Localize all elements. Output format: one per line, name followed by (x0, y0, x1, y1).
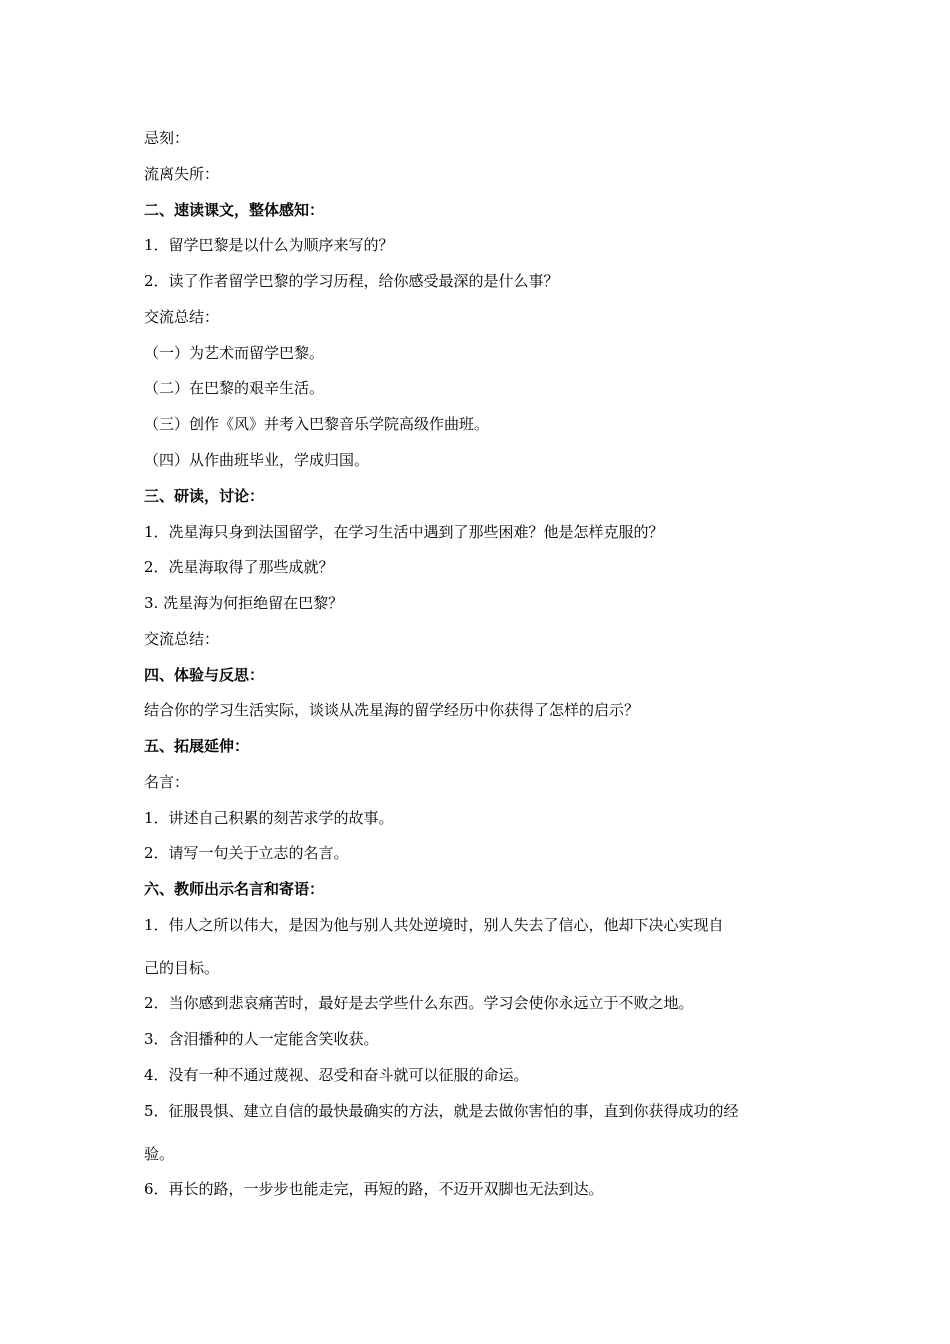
text-line: 忌刻： (144, 129, 190, 147)
text-line: 2．读了作者留学巴黎的学习历程，给你感受最深的是什么事？ (144, 272, 559, 290)
text-line: 2．请写一句关于立志的名言。 (144, 844, 349, 862)
text-line: 2．冼星海取得了那些成就？ (144, 558, 334, 576)
text-line: 5．征服畏惧、建立自信的最快最确实的方法，就是去做你害怕的事，直到你获得成功的经 (144, 1102, 739, 1120)
text-line: 1．留学巴黎是以什么为顺序来写的？ (144, 236, 394, 254)
text-line: 己的目标。 (144, 959, 220, 977)
text-line: 流离失所： (144, 165, 220, 183)
section-heading: 四、体验与反思： (144, 666, 265, 684)
text-line: 1．讲述自己积累的刻苦求学的故事。 (144, 809, 394, 827)
text-line: 交流总结： (144, 630, 220, 648)
section-heading: 五、拓展延伸： (144, 737, 250, 755)
section-heading: 六、教师出示名言和寄语： (144, 880, 325, 898)
text-line: 结合你的学习生活实际，谈谈从冼星海的留学经历中你获得了怎样的启示？ (144, 701, 640, 719)
text-line: （一）为艺术而留学巴黎。 (144, 344, 325, 362)
text-line: （三）创作《风》并考入巴黎音乐学院高级作曲班。 (144, 415, 490, 433)
text-line: 名言： (144, 773, 190, 791)
text-line: 3. 冼星海为何拒绝留在巴黎？ (144, 594, 344, 612)
text-line: 2．当你感到悲哀痛苦时，最好是去学些什么东西。学习会使你永远立于不败之地。 (144, 994, 694, 1012)
text-line: 4．没有一种不通过蔑视、忍受和奋斗就可以征服的命运。 (144, 1066, 529, 1084)
section-heading: 三、研读，讨论： (144, 487, 265, 505)
text-line: 3．含泪播种的人一定能含笑收获。 (144, 1030, 379, 1048)
text-line: （四）从作曲班毕业，学成归国。 (144, 451, 370, 469)
text-line: （二）在巴黎的艰辛生活。 (144, 379, 325, 397)
section-heading: 二、速读课文，整体感知： (144, 201, 325, 219)
text-line: 验。 (144, 1145, 175, 1163)
text-line: 1．冼星海只身到法国留学，在学习生活中遇到了那些困难？他是怎样克服的？ (144, 523, 664, 541)
text-line: 6．再长的路，一步步也能走完，再短的路，不迈开双脚也无法到达。 (144, 1180, 604, 1198)
text-line: 交流总结： (144, 308, 220, 326)
text-line: 1．伟人之所以伟大，是因为他与别人共处逆境时，别人失去了信心，他却下决心实现自 (144, 916, 724, 934)
